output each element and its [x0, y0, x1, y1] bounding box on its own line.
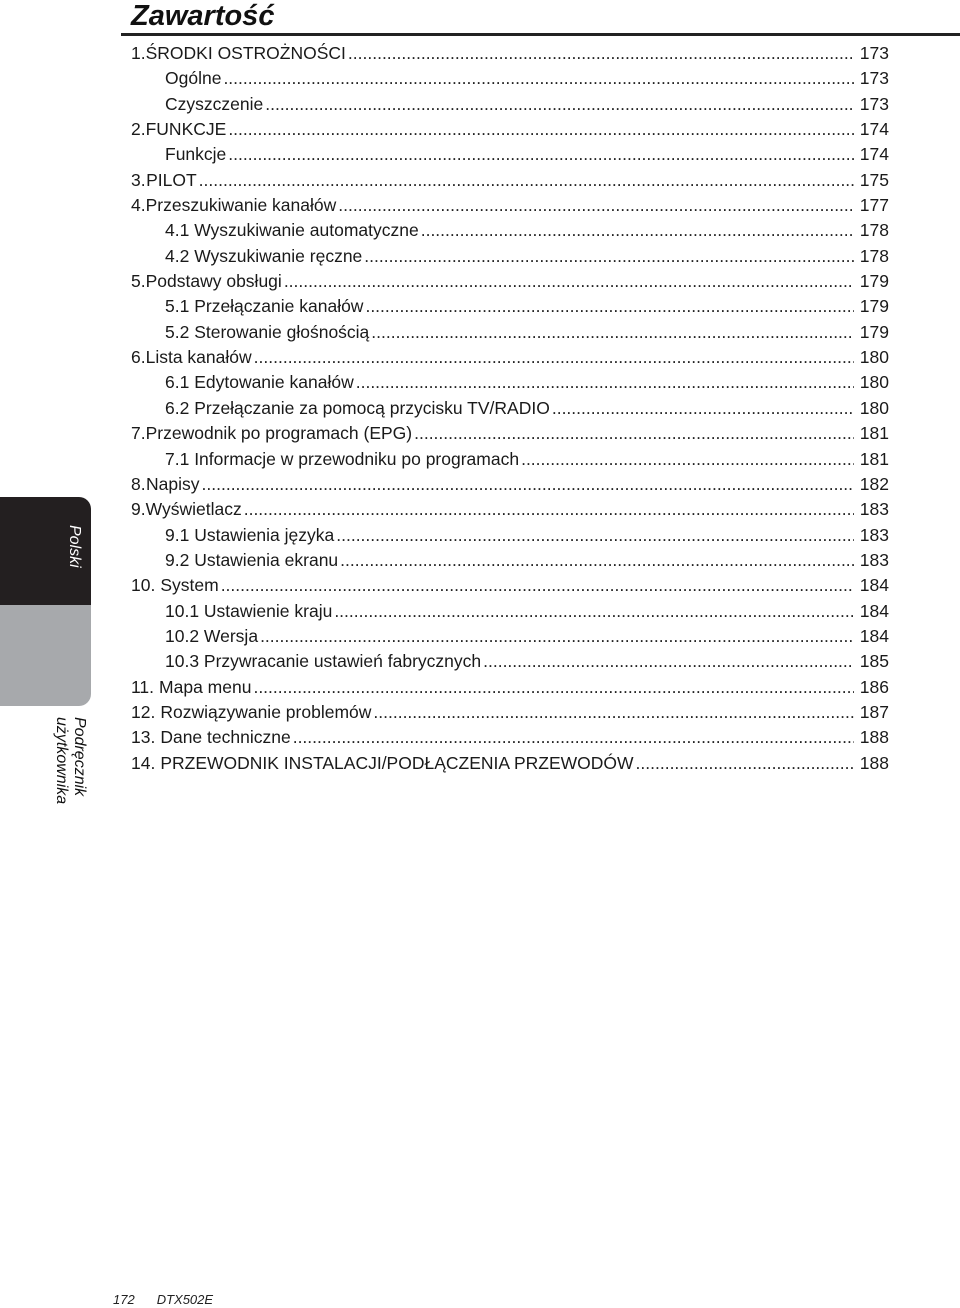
toc-entry-label: Czyszczenie	[165, 93, 264, 114]
toc-entry-label: 6.2 Przełączanie za pomocą przycisku TV/RADIO	[165, 397, 550, 418]
toc-entry[interactable]	[131, 472, 889, 497]
toc-entry-page: 178	[859, 245, 889, 266]
toc-entry-label: 10.2 Wersja	[165, 625, 259, 646]
toc-entry-page: 180	[859, 347, 889, 368]
toc-entry[interactable]	[131, 370, 889, 395]
toc-entry-number: 9.	[131, 499, 146, 520]
toc-leader-dots	[221, 573, 854, 598]
toc-entry-label: 5.2 Sterowanie głośnością	[165, 321, 370, 342]
toc-entry[interactable]	[131, 573, 889, 598]
toc-leader-dots	[371, 320, 854, 345]
toc-entry-page: 180	[859, 372, 889, 393]
toc-entry-label: Przeszukiwanie kanałów	[145, 195, 337, 216]
toc-leader-dots	[260, 624, 854, 649]
toc-entry-number: 5.	[131, 271, 146, 292]
toc-leader-dots	[348, 41, 854, 66]
toc-entry[interactable]	[131, 142, 889, 167]
toc-entry-page: 187	[859, 701, 889, 722]
toc-entry-label: ŚRODKI OSTROŻNOŚCI	[145, 43, 346, 63]
toc-leader-dots	[521, 447, 854, 472]
toc-leader-dots	[636, 751, 854, 776]
toc-entry[interactable]	[131, 294, 889, 319]
toc-entry-number: 1.	[131, 43, 146, 63]
footer-page-number: 172	[113, 1292, 135, 1307]
side-tab-language-block	[0, 497, 91, 605]
toc-entry[interactable]	[131, 168, 889, 193]
toc-entry-label: 7.1 Informacje w przewodniku po programach	[165, 448, 520, 469]
toc-entry-number: 12.	[131, 701, 156, 722]
toc-entry[interactable]	[131, 548, 889, 573]
toc-entry-page: 175	[859, 169, 889, 190]
toc-entry[interactable]	[131, 523, 889, 548]
toc-leader-dots	[265, 92, 854, 117]
toc-entry-label: 5.1 Przełączanie kanałów	[165, 296, 364, 317]
toc-leader-dots	[199, 168, 854, 193]
toc-entry-number: 8.	[131, 473, 146, 494]
toc-leader-dots	[338, 193, 854, 218]
toc-entry-label: PILOT	[146, 169, 197, 190]
toc-entry[interactable]	[131, 599, 889, 624]
side-tab-language: Polski	[66, 525, 83, 568]
toc-entry-number: 14.	[131, 752, 156, 773]
toc-entry[interactable]	[131, 700, 889, 725]
toc-leader-dots	[340, 548, 854, 573]
toc-entry-page: 179	[859, 296, 889, 317]
toc-entry-number: 11.	[131, 676, 155, 697]
toc-entry-page: 183	[859, 549, 889, 570]
page-title: Zawartość	[131, 0, 275, 32]
toc-leader-dots	[334, 599, 854, 624]
toc-entry-label: Rozwiązywanie problemów	[160, 701, 372, 722]
toc-leader-dots	[293, 725, 854, 750]
toc-entry[interactable]	[131, 244, 889, 269]
toc-leader-dots	[552, 396, 854, 421]
toc-entry-label: Lista kanałów	[145, 347, 252, 368]
toc-entry-label: FUNKCJE	[145, 119, 227, 140]
toc-entry[interactable]	[131, 218, 889, 243]
toc-entry[interactable]	[131, 193, 889, 218]
toc-entry-label: PRZEWODNIK INSTALACJI/PODŁĄCZENIA PRZEWODÓW	[160, 752, 634, 773]
toc-leader-dots	[364, 244, 854, 269]
toc-entry-page: 179	[859, 321, 889, 342]
toc-entry-number: 7.	[131, 423, 146, 444]
toc-entry[interactable]	[131, 725, 889, 750]
toc-entry-label: 9.1 Ustawienia języka	[165, 524, 335, 545]
toc-entry-label: 4.2 Wyszukiwanie ręczne	[165, 245, 363, 266]
toc-entry-label: 9.2 Ustawienia ekranu	[165, 549, 339, 570]
toc-entry-label: Napisy	[146, 473, 200, 494]
toc-entry-page: 178	[859, 220, 889, 241]
toc-leader-dots	[223, 66, 854, 91]
toc-entry-label: Funkcje	[165, 144, 227, 165]
toc-entry-page: 181	[859, 423, 889, 444]
side-tab	[0, 497, 91, 805]
toc-leader-dots	[228, 142, 854, 167]
footer	[113, 1292, 235, 1307]
toc-entry-page: 184	[859, 625, 889, 646]
toc-entry[interactable]	[131, 396, 889, 421]
toc-leader-dots	[365, 294, 854, 319]
toc-leader-dots	[373, 700, 854, 725]
toc-leader-dots	[284, 269, 854, 294]
toc-entry-page: 174	[859, 119, 889, 140]
toc-entry-page: 179	[859, 271, 889, 292]
toc-entry[interactable]	[131, 751, 889, 776]
side-tab-manual-block	[0, 605, 91, 805]
toc-leader-dots	[414, 421, 854, 446]
toc-entry[interactable]	[131, 117, 889, 142]
toc-entry[interactable]	[131, 66, 889, 91]
side-tab-manual: Podręcznik użytkownika	[53, 717, 88, 805]
toc-leader-dots	[244, 497, 854, 522]
toc-entry-page: 180	[859, 397, 889, 418]
toc-leader-dots	[483, 649, 854, 674]
toc-entry[interactable]	[131, 92, 889, 117]
toc-entry-label: 4.1 Wyszukiwanie automatyczne	[165, 220, 419, 241]
toc-entry-page: 173	[859, 43, 889, 63]
toc-entry[interactable]	[131, 41, 889, 66]
toc-entry[interactable]	[131, 269, 889, 294]
table-of-contents	[131, 41, 889, 776]
toc-leader-dots	[421, 218, 854, 243]
toc-entry-label: Podstawy obsługi	[145, 271, 282, 292]
toc-entry-page: 183	[859, 499, 889, 520]
toc-entry[interactable]	[131, 649, 889, 674]
toc-entry[interactable]	[131, 624, 889, 649]
toc-entry-label: Ogólne	[165, 68, 222, 89]
toc-entry-label: Przewodnik po programach (EPG)	[145, 423, 413, 444]
toc-entry-label: 6.1 Edytowanie kanałów	[165, 372, 354, 393]
toc-leader-dots	[336, 523, 854, 548]
toc-entry-page: 185	[859, 651, 889, 672]
toc-entry-page: 188	[859, 727, 889, 748]
toc-entry-page: 173	[859, 93, 889, 114]
toc-entry-label: Mapa menu	[159, 676, 252, 697]
toc-leader-dots	[202, 472, 854, 497]
toc-entry[interactable]	[131, 320, 889, 345]
toc-entry-number: 4.	[131, 195, 146, 216]
toc-entry-label: Wyświetlacz	[145, 499, 242, 520]
toc-entry-page: 173	[859, 68, 889, 89]
toc-entry-number: 13.	[131, 727, 156, 748]
title-rule	[121, 33, 960, 36]
toc-entry-page: 188	[859, 752, 889, 773]
toc-entry-number: 10.	[131, 575, 156, 596]
toc-entry[interactable]	[131, 497, 889, 522]
toc-leader-dots	[228, 117, 854, 142]
toc-entry-number: 2.	[131, 119, 146, 140]
toc-entry-page: 177	[859, 195, 889, 216]
footer-model: DTX502E	[156, 1292, 214, 1307]
toc-entry-number: 3.	[131, 169, 146, 190]
toc-entry-page: 184	[859, 575, 889, 596]
toc-entry-number: 6.	[131, 347, 146, 368]
toc-entry[interactable]	[131, 447, 889, 472]
toc-entry-label: 10.1 Ustawienie kraju	[165, 600, 333, 621]
toc-leader-dots	[254, 345, 854, 370]
toc-leader-dots	[253, 675, 854, 700]
toc-entry[interactable]	[131, 421, 889, 446]
toc-leader-dots	[356, 370, 854, 395]
toc-entry-label: 10.3 Przywracanie ustawień fabrycznych	[165, 651, 482, 672]
toc-entry-page: 184	[859, 600, 889, 621]
toc-entry-page: 182	[859, 473, 889, 494]
toc-entry[interactable]	[131, 345, 889, 370]
toc-entry[interactable]	[131, 675, 889, 700]
toc-entry-label: System	[160, 575, 219, 596]
toc-entry-page: 183	[859, 524, 889, 545]
toc-entry-page: 181	[859, 448, 889, 469]
toc-entry-page: 186	[859, 676, 889, 697]
toc-entry-label: Dane techniczne	[160, 727, 291, 748]
toc-entry-page: 174	[859, 144, 889, 165]
